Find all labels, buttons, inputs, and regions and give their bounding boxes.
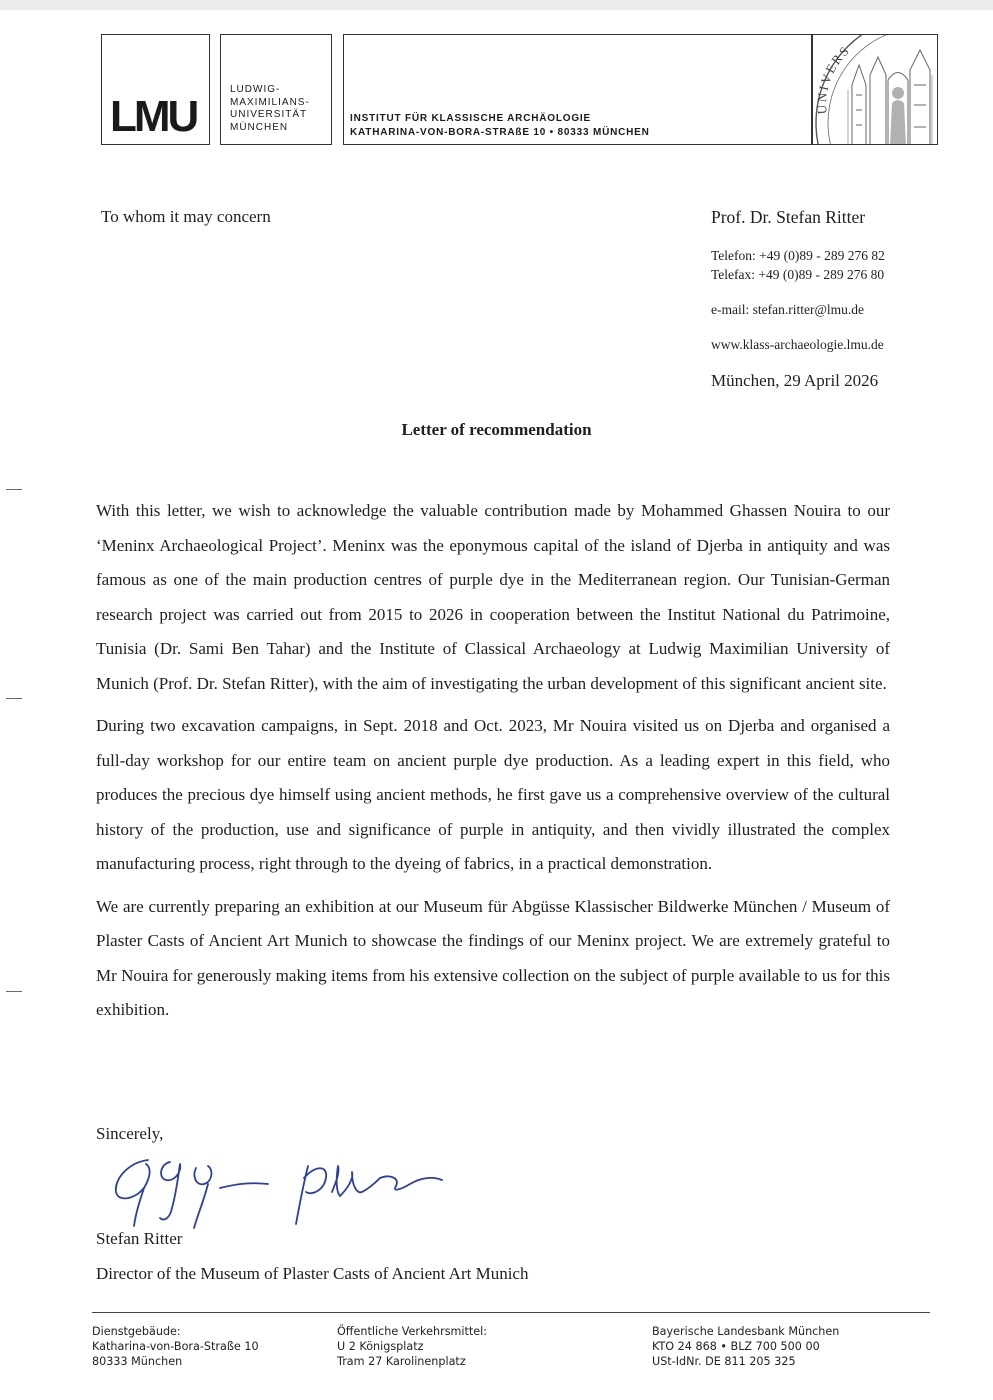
email-address: e-mail: stefan.ritter@lmu.de [711, 302, 865, 317]
letter-date: München, 29 April 2026 [711, 371, 879, 390]
closing-line: Sincerely, [96, 1124, 164, 1143]
fold-mark [6, 991, 22, 992]
website-address: www.klass-archaeologie.lmu.de [711, 337, 884, 352]
footer-bank-details [652, 1324, 839, 1369]
footer-transit-info [337, 1324, 487, 1369]
page-top-edge [0, 0, 993, 10]
footer-line: Öffentliche Verkehrsmittel: [337, 1325, 488, 1338]
body-paragraph: During two excavation campaigns, in Sept. 2018 and Oct. 2023, Mr Nouira visited us on Djerba and organised a full-day workshop for our entire team on ancient purple dye production. As a leading expert in this field, who produces the precious dye himself using ancient methods, he first gave us a comprehensive overview of the cultural history of the production, use and significance of purple in antiquity, and then vividly illustrated the complex manufacturing process, right through to the dyeing of fabrics, in a practical demonstration. [96, 716, 890, 873]
lmu-logo-text: LMU [110, 92, 197, 141]
lmu-logo [101, 34, 210, 145]
footer-line: KTO 24 868 • BLZ 700 500 00 [652, 1340, 820, 1353]
university-seal [811, 34, 938, 145]
footer-office-address [92, 1324, 259, 1369]
letter-title: Letter of recommendation [401, 420, 592, 439]
footer-line: Dienstgebäude: [92, 1325, 181, 1338]
signature-image [100, 1148, 460, 1238]
university-name-line: LUDWIG- [230, 84, 281, 95]
footer-line: Bayerische Landesbank München [652, 1325, 840, 1338]
footer-line: USt-IdNr. DE 811 205 325 [652, 1355, 796, 1368]
institute-name: INSTITUT FÜR KLASSISCHE ARCHÄOLOGIE [350, 113, 591, 124]
svg-text:UNIVERS [814, 42, 853, 115]
footer-line: Tram 27 Karolinenplatz [337, 1355, 466, 1368]
footer-line: 80333 München [92, 1355, 183, 1368]
seal-text: UNIVERS [814, 42, 854, 115]
sender-name: Prof. Dr. Stefan Ritter [711, 207, 866, 227]
letter-body [96, 494, 890, 1036]
footer-line: U 2 Königsplatz [337, 1340, 424, 1353]
addressee-line: To whom it may concern [101, 207, 271, 226]
signatory-name: Stefan Ritter [96, 1229, 183, 1248]
footer-line: Katharina-von-Bora-Straße 10 [92, 1340, 259, 1353]
signatory-role: Director of the Museum of Plaster Casts of Ancient Art Munich [96, 1264, 529, 1283]
seal-icon [812, 35, 938, 145]
university-name-box [220, 34, 332, 145]
body-paragraph: We are currently preparing an exhibition at our Museum für Abgüsse Klassischer Bildwerke München / Museum of Plaster Casts of Ancient Art Munich to showcase the findings of our Meninx project. We are extremely grateful to Mr Nouira for generously making items from his extensive collection on the subject of purple available to us for this exhibition. [96, 896, 890, 1019]
fold-mark [6, 489, 22, 490]
university-name-line: UNIVERSITÄT [230, 109, 308, 120]
footer-divider [92, 1312, 930, 1313]
institute-box [343, 34, 813, 145]
university-name-line: MAXIMILIANS- [230, 96, 310, 108]
fold-mark [6, 698, 22, 699]
body-paragraph: With this letter, we wish to acknowledge the valuable contribution made by Mohammed Ghassen Nouira to our ‘Meninx Archaeological Project’. Meninx was the eponymous capital of the island of Djerba in antiquity and was famous as one of the main production centres of purple dye in the Mediterranean region. Our Tunisian-German research project was carried out from 2015 to 2026 in cooperation between the Institut National du Patrimoine, Tunisia (Dr. Sami Ben Tahar) and the Institute of Classical Archaeology at Ludwig Maximilian University of Munich (Prof. Dr. Stefan Ritter), with the aim of investigating the urban development of this significant ancient site. [96, 501, 890, 693]
university-name-line: MÜNCHEN [230, 121, 289, 133]
phone-number: Telefon: +49 (0)89 - 289 276 82 [711, 248, 885, 263]
institute-address: KATHARINA-VON-BORA-STRAßE 10 • 80333 MÜNCHEN [350, 127, 650, 138]
fax-number: Telefax: +49 (0)89 - 289 276 80 [711, 267, 885, 282]
